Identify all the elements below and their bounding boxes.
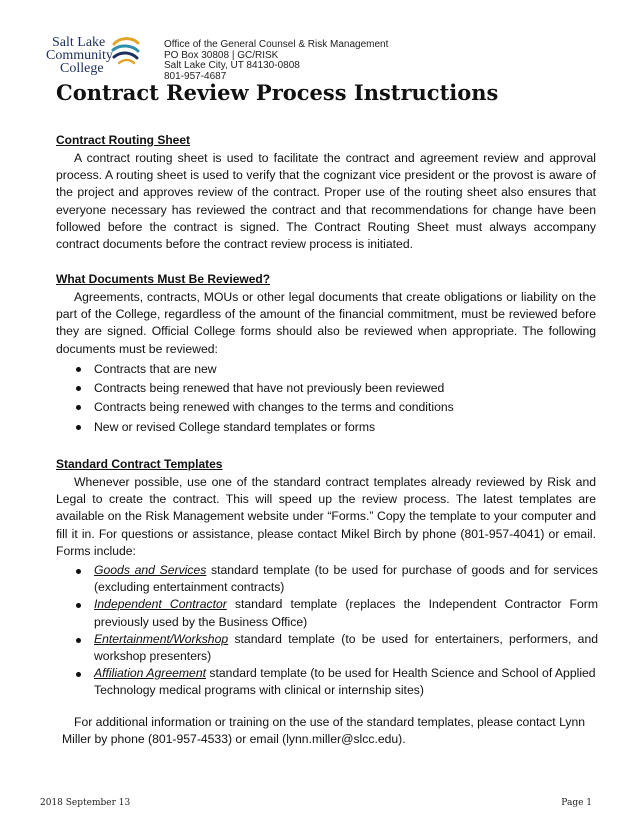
routing-paragraph [56, 150, 596, 253]
page-title: Contract Review Process Instructions [56, 80, 499, 105]
section-heading-routing: Contract Routing Sheet [56, 133, 190, 147]
footer-page-number: Page 1 [561, 798, 592, 808]
list-item: Contracts being renewed with changes to the terms and conditions [76, 398, 598, 417]
list-item: Independent Contractor standard template (replaces the Independent Contractor Form previously used by the Business Office) [76, 596, 598, 630]
closing-paragraph [62, 714, 598, 748]
templates-list [76, 562, 598, 700]
bullet-icon [76, 367, 81, 372]
list-item: Affiliation Agreement standard template (to be used for Health Science and School of Applied Technology medical programs with clinical or internship sites) [76, 665, 598, 699]
routing-paragraph-text: A contract routing sheet is used to facilitate the contract and agreement review and approval process. A routing sheet is used to verify that the cognizant vice president or the provost is aware of the project and approves review of the contract. Proper use of the routing sheet also ensures that everyone necessary has reviewed the contract and that recommendations for change have been followed before the contract is signed. The Contract Routing Sheet must always accompany contract documents before the contract review process is initiated. [56, 151, 596, 252]
list-item: New or revised College standard templates or forms [76, 418, 598, 437]
list-item: Entertainment/Workshop standard template (to be used for entertainers, performers, and workshop presenters) [76, 631, 598, 665]
office-phone: 801-957-4687 [164, 70, 227, 82]
section-heading-templates: Standard Contract Templates [56, 457, 223, 471]
template-link-affiliation[interactable]: Affiliation Agreement [94, 666, 207, 681]
template-link-entertainment[interactable]: Entertainment/Workshop [94, 631, 229, 646]
templates-paragraph-text: Whenever possible, use one of the standard contract templates already reviewed by Risk and Legal to create the contract. This will speed up the review process. The latest templates are available on the Risk Management website under “Forms.” Copy the template to your computer and fill it in. For questions or assistance, please contact Mikel Birch by phone (801-957-4041) or email. Forms include: [56, 475, 596, 558]
bullet-icon [76, 425, 81, 430]
bullet-icon [76, 638, 81, 643]
template-link-goods[interactable]: Goods and Services [94, 563, 207, 577]
section-heading-documents: What Documents Must Be Reviewed? [56, 272, 271, 286]
logo-swirl-icon [110, 36, 142, 66]
bullet-icon [76, 386, 81, 391]
bullet-icon [76, 603, 81, 608]
documents-list [76, 360, 598, 437]
templates-paragraph [56, 474, 596, 560]
list-item: Goods and Services standard template (to be used for purchase of goods and for services (excluding entertainment contracts) [76, 562, 598, 596]
logo-line-2: Community [46, 48, 113, 63]
bullet-icon [76, 569, 81, 574]
list-item: Contracts that are new [76, 360, 598, 379]
documents-paragraph-text: Agreements, contracts, MOUs or other legal documents that create obligations or liability on the part of the College, regardless of the amount of the financial commitment, must be reviewed before they are signed. Official College forms should also be reviewed when appropriate. The following documents must be reviewed: [56, 290, 596, 356]
college-logo [46, 36, 158, 80]
bullet-icon [76, 405, 81, 410]
office-name: Office of the General Counsel & Risk Management [164, 39, 389, 50]
closing-paragraph-text: For additional information or training on the use of the standard templates, please contact Lynn Miller by phone (801-957-4533) or email (lynn.miller@slcc.edu). [62, 715, 586, 747]
template-link-contractor[interactable]: Independent Contractor [94, 597, 227, 612]
documents-paragraph [56, 289, 596, 358]
office-city: Salt Lake City, UT 84130-0808 [164, 60, 300, 72]
footer-date: 2018 September 13 [40, 798, 131, 808]
office-po-box: PO Box 30808 | GC/RISK [164, 49, 279, 61]
list-item: Contracts being renewed that have not previously been reviewed [76, 379, 598, 398]
logo-line-3: College [60, 61, 104, 76]
office-address [164, 40, 388, 82]
logo-line-1: Salt Lake [52, 35, 106, 50]
bullet-icon [76, 672, 81, 677]
